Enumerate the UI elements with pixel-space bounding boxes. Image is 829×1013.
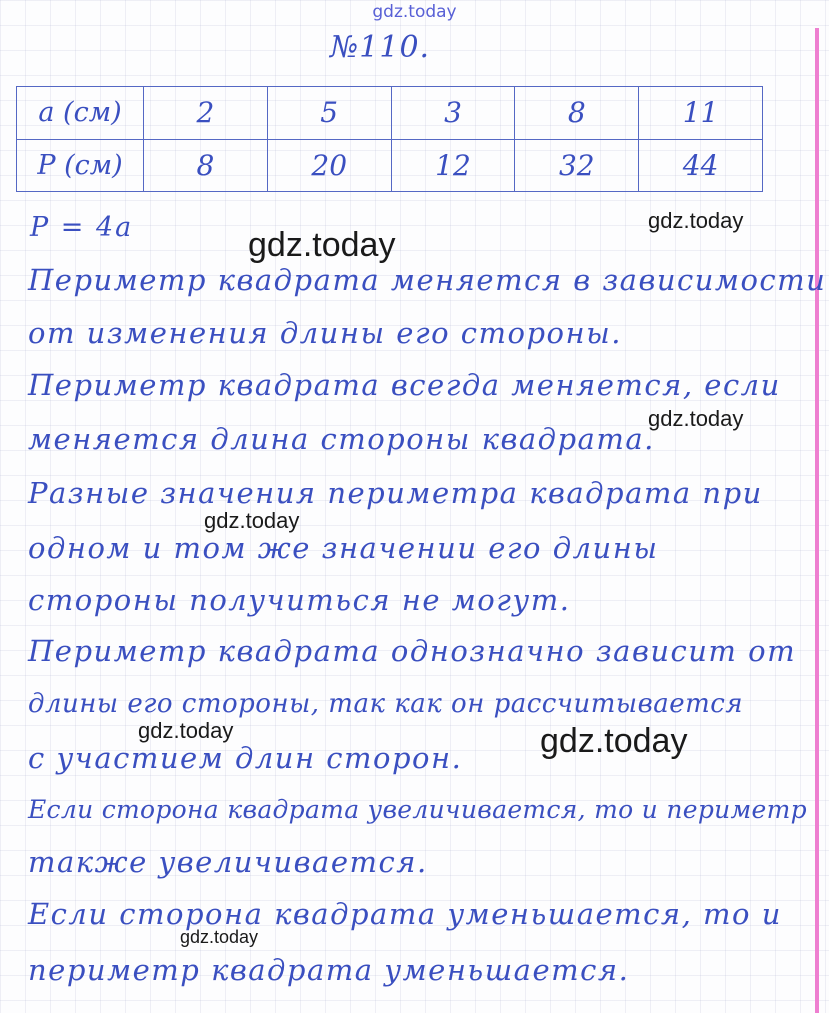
table-cell: 3 — [391, 87, 515, 140]
text-line: Если сторона квадрата уменьшается, то и — [28, 897, 782, 931]
text-line: Периметр квадрата всегда меняется, если — [28, 368, 781, 402]
watermark: gdz.today — [648, 406, 744, 431]
table-cell: 8 — [144, 139, 268, 192]
table-cell: 8 — [515, 87, 639, 140]
table-cell: 5 — [267, 87, 391, 140]
text-line: Разные значения периметра квадрата при — [28, 476, 763, 510]
table-cell: 32 — [515, 139, 639, 192]
text-line: Если сторона квадрата увеличивается, то и периметр — [28, 795, 807, 824]
text-line: меняется длина стороны квадрата. — [28, 422, 655, 456]
table-cell: 11 — [639, 87, 763, 140]
text-line: Периметр квадрата меняется в зависимости — [28, 263, 827, 297]
watermark: gdz.today — [138, 718, 234, 743]
table-cell: 12 — [391, 139, 515, 192]
table-cell: 2 — [144, 87, 268, 140]
table-cell: 44 — [639, 139, 763, 192]
table-row-a — [17, 87, 763, 140]
perimeter-formula: P = 4a — [30, 212, 134, 243]
watermark: gdz.today — [180, 927, 259, 947]
row-a-label: a (см) — [17, 87, 144, 140]
table-row-p — [17, 139, 763, 192]
table-cell: 20 — [267, 139, 391, 192]
text-line: стороны получиться не могут. — [28, 583, 571, 617]
text-line: также увеличивается. — [28, 845, 428, 879]
text-line: одном и том же значении его длины — [28, 531, 659, 565]
watermark: gdz.today — [648, 208, 744, 233]
text-line: длины его стороны, так как он рассчитывается — [28, 689, 744, 719]
text-line: Периметр квадрата однозначно зависит от — [28, 634, 797, 668]
text-line: с участием длин сторон. — [28, 741, 463, 775]
watermark: gdz.today — [540, 722, 688, 760]
watermark: gdz.today — [204, 508, 300, 533]
watermark: gdz.today — [248, 226, 396, 264]
header-watermark[interactable]: gdz.today — [372, 2, 457, 22]
text-line: от изменения длины его стороны. — [28, 316, 622, 350]
values-table — [16, 86, 763, 192]
row-p-label: P (см) — [17, 139, 144, 192]
exercise-number: №110. — [329, 30, 431, 65]
text-line: периметр квадрата уменьшается. — [28, 953, 630, 987]
